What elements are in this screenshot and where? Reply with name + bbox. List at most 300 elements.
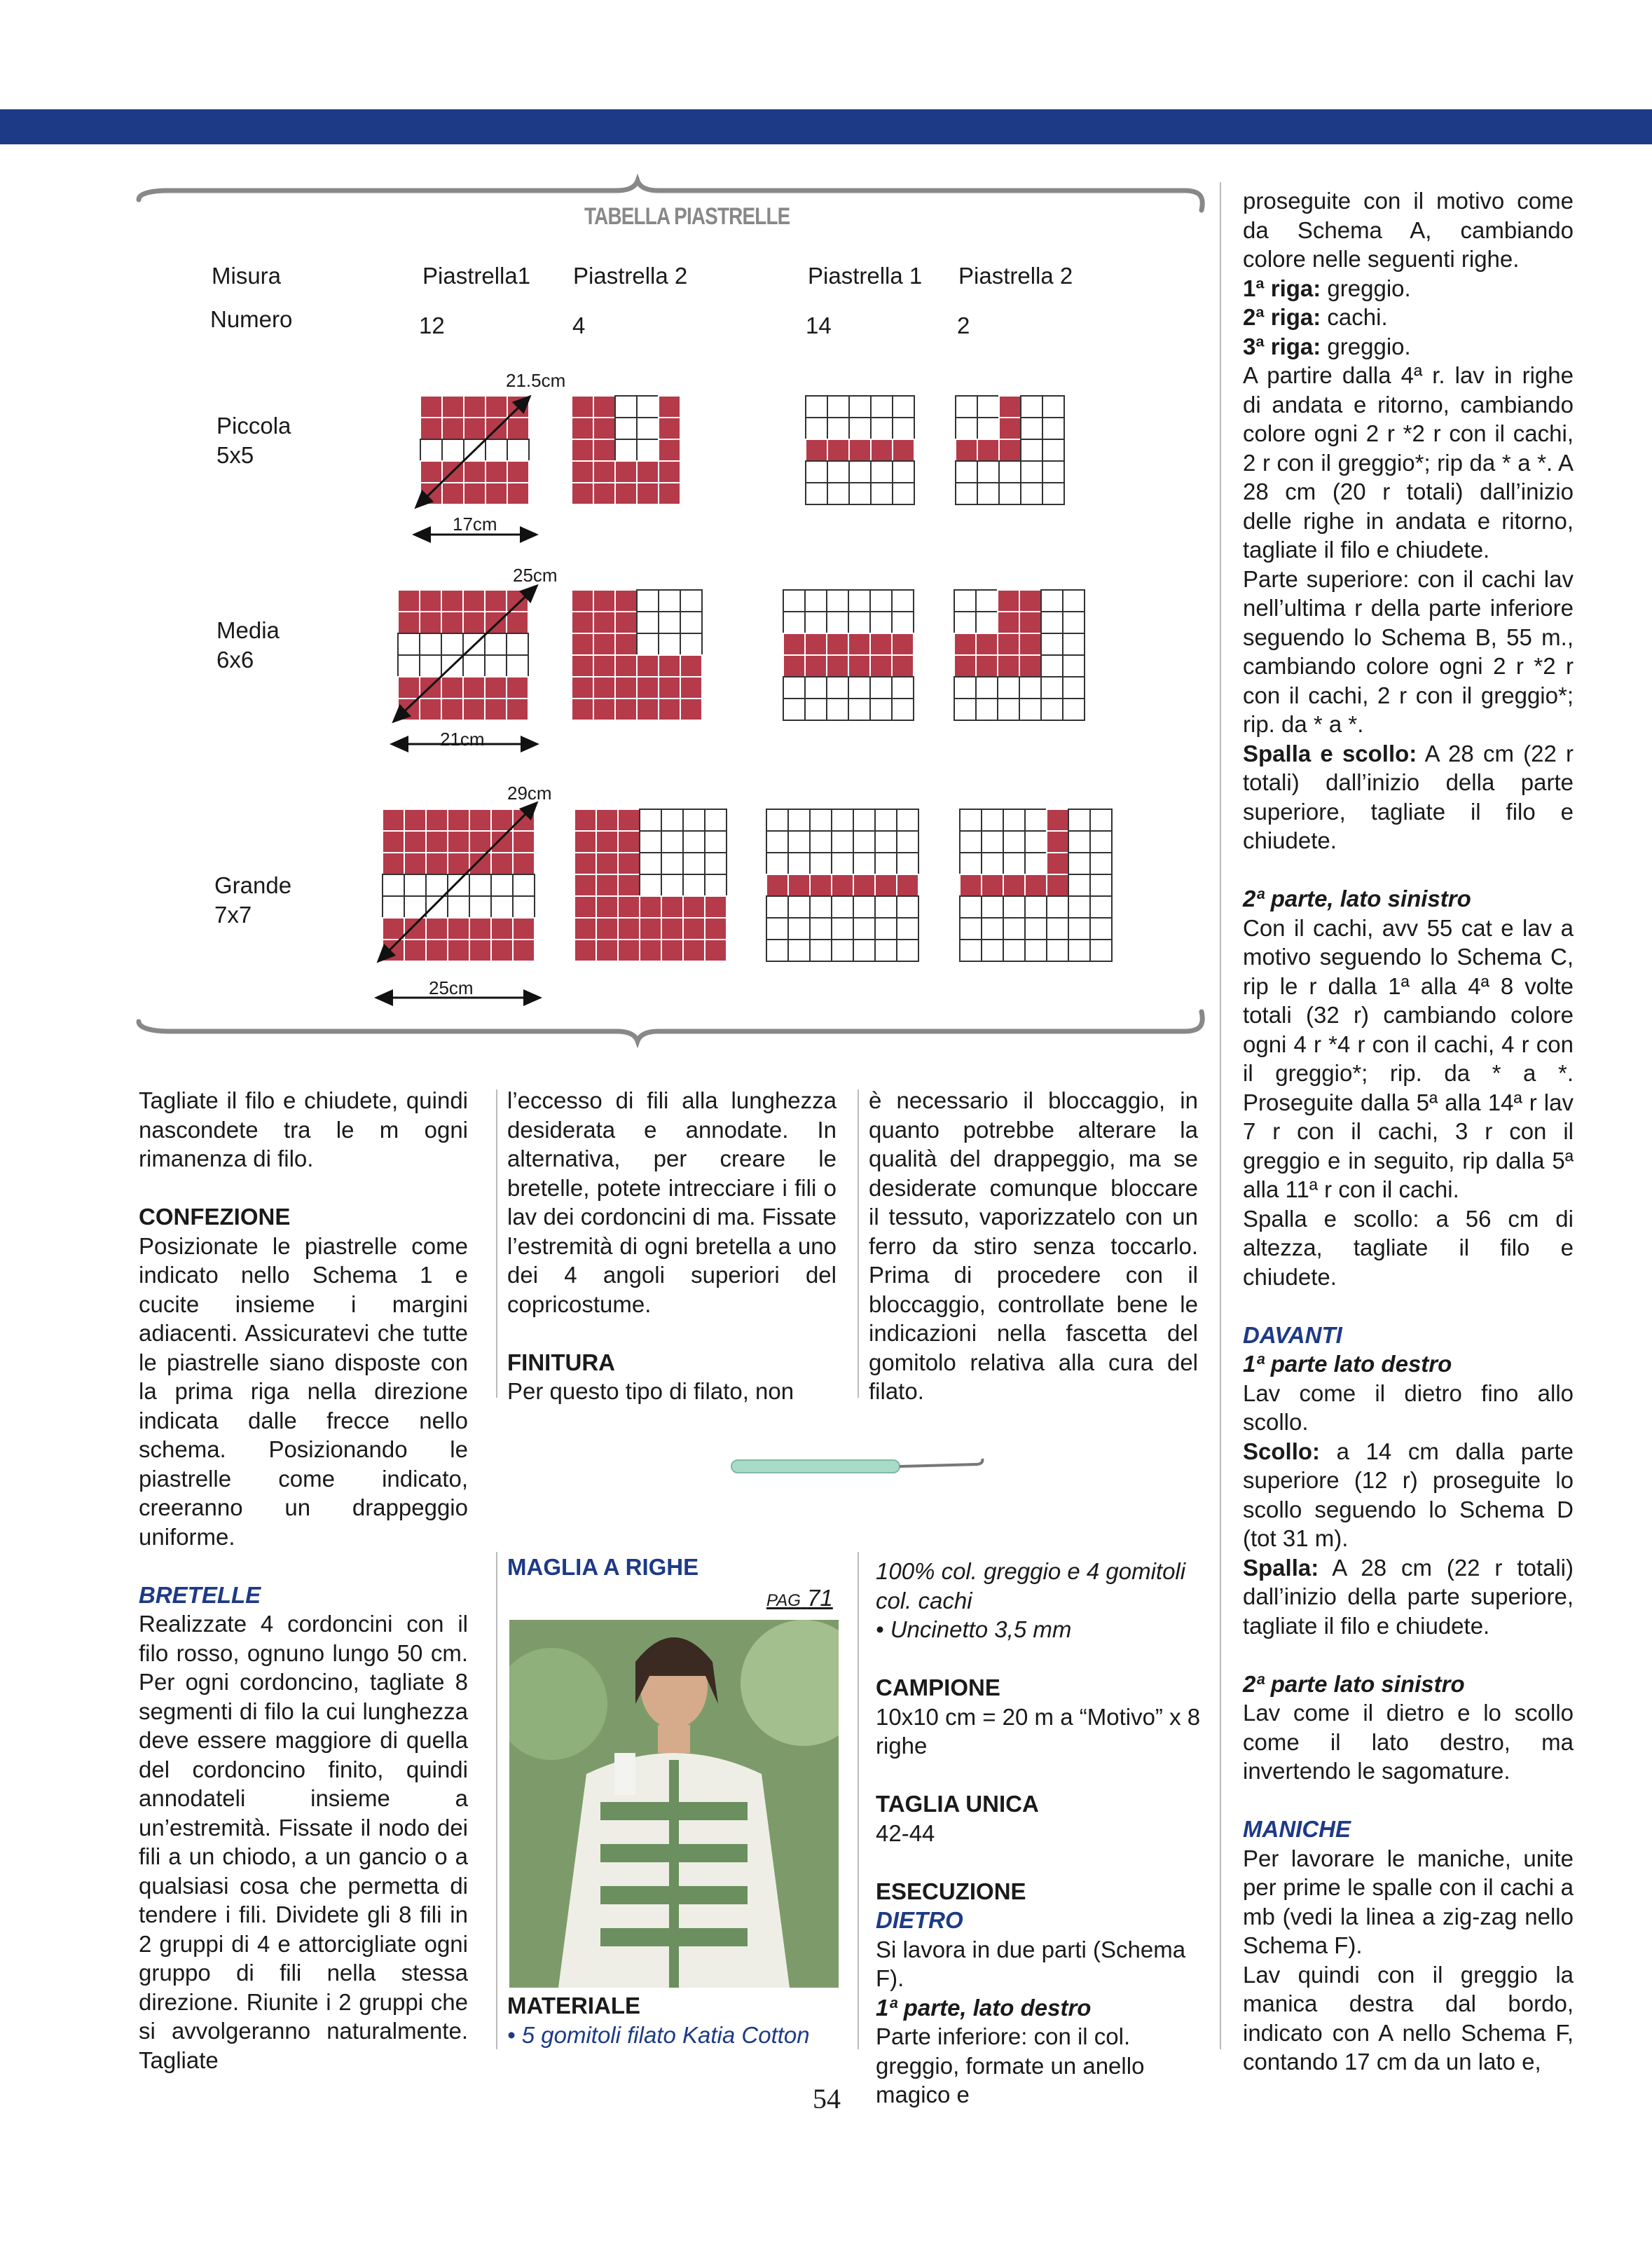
tile-cell	[637, 590, 659, 612]
tile-cell	[448, 940, 469, 961]
tile-cell	[810, 809, 832, 831]
tile-cell	[827, 655, 848, 677]
tile-cell	[849, 439, 871, 461]
tile-cell	[1025, 896, 1047, 918]
tile-cell	[875, 918, 897, 940]
tile-cell	[810, 940, 832, 961]
tile-cell	[788, 896, 810, 918]
tile-cell	[1041, 633, 1063, 655]
tile-cell	[1019, 590, 1041, 612]
tile-cell	[398, 633, 420, 655]
tile-cell	[827, 439, 849, 461]
tile-cell	[827, 699, 848, 720]
tile-cell	[1042, 461, 1064, 483]
tile-cell	[618, 809, 640, 831]
tile-cell	[892, 633, 914, 655]
tile-cell	[463, 699, 485, 720]
tile-cell	[853, 918, 875, 940]
tile-cell	[827, 418, 849, 439]
tile-cell	[448, 874, 469, 896]
tile-cell	[615, 699, 637, 720]
tile-cell	[1021, 396, 1042, 418]
tile-cell	[683, 809, 705, 831]
tile-cell	[680, 699, 702, 720]
tile-cell	[960, 831, 982, 853]
tile-cell	[383, 809, 404, 831]
tile-cell	[827, 612, 848, 633]
tile-cell	[982, 918, 1003, 940]
tile-cell	[659, 655, 680, 677]
tile-cell	[870, 699, 892, 720]
tile-cell	[615, 461, 637, 483]
tile-cell	[659, 461, 680, 483]
row-piccola-size: 5x5	[216, 442, 254, 468]
table-title: TABELLA PIASTRELLE	[584, 203, 790, 230]
tile-cell	[420, 418, 442, 439]
tile-cell	[1025, 853, 1047, 874]
tile-cell	[805, 699, 827, 720]
tile-cell	[464, 418, 486, 439]
heading-maniche: MANICHE	[1243, 1816, 1351, 1842]
tile-cell	[810, 918, 832, 940]
tile-cell	[870, 655, 892, 677]
column-divider-1	[496, 1089, 497, 1398]
tile-cell	[1041, 677, 1063, 699]
tile-cell	[1068, 809, 1090, 831]
tile-cell	[593, 483, 615, 504]
tile-cell	[1063, 633, 1085, 655]
tile-cell	[875, 940, 897, 961]
tile-cell	[827, 677, 848, 699]
text-parte2b: Spalla e scollo: a 56 cm di altezza, tagliate il filo e chiudete.	[1243, 1205, 1574, 1290]
tile-cell	[404, 896, 426, 918]
tile-cell	[1019, 633, 1041, 655]
tile-cell	[507, 461, 529, 483]
text-riga-1: greggio.	[1321, 275, 1411, 301]
tile-cell	[982, 874, 1003, 896]
diag-media: 25cm	[513, 565, 558, 586]
tile-cell	[469, 874, 491, 896]
tile-cell	[1042, 483, 1064, 504]
text-finitura: Per questo tipo di filato, non	[507, 1378, 794, 1404]
header-piastrella1: Piastrella1	[422, 263, 531, 289]
tile-cell	[853, 874, 875, 896]
tile-cell	[615, 590, 637, 612]
page-ref-label: PAG	[766, 1591, 801, 1610]
text-materiale: • 5 gomitoli filato Katia Cotton	[507, 2021, 810, 2048]
tile-cell	[897, 940, 918, 961]
tile-cell	[659, 612, 680, 633]
tile-cell	[442, 439, 464, 461]
tile-cell	[637, 483, 659, 504]
tile-cell	[853, 896, 875, 918]
tile-cell	[680, 655, 702, 677]
tile-cell	[572, 483, 593, 504]
label-riga-2: 2ª riga:	[1243, 304, 1321, 330]
tile-cell	[442, 418, 464, 439]
tile-cell	[596, 918, 618, 940]
column-4	[1243, 186, 1574, 2077]
tile-cell	[848, 677, 870, 699]
heading-campione: CAMPIONE	[876, 1674, 1000, 1700]
tile-cell	[420, 699, 441, 720]
tile-cell	[513, 940, 535, 961]
tile-cell	[572, 655, 593, 677]
tile-cell	[469, 940, 491, 961]
tile-cell	[420, 396, 442, 418]
heading-dietro: DIETRO	[876, 1907, 963, 1933]
tile-cell	[659, 418, 680, 439]
tile-cell	[485, 590, 507, 612]
tile-cell	[1090, 874, 1112, 896]
tile-cell	[593, 439, 615, 461]
tile-cell	[705, 809, 727, 831]
tile-cell	[426, 853, 448, 874]
tile-cell	[766, 918, 788, 940]
tile-grande-1	[383, 809, 535, 961]
tile-cell	[615, 655, 637, 677]
tile-cell	[618, 918, 640, 940]
tile-cell	[426, 874, 448, 896]
tile-cell	[398, 699, 420, 720]
tile-cell	[404, 918, 426, 940]
tile-cell	[574, 853, 596, 874]
tile-cell	[513, 809, 535, 831]
tile-cell	[892, 612, 914, 633]
tile-cell	[507, 483, 529, 504]
tile-cell	[683, 853, 705, 874]
tile-cell	[827, 461, 849, 483]
tile-cell	[683, 896, 705, 918]
tile-cell	[810, 896, 832, 918]
tile-cell	[464, 461, 486, 483]
tile-cell	[637, 633, 659, 655]
tile-cell	[463, 655, 485, 677]
tile-cell	[954, 699, 976, 720]
tile-cell	[875, 874, 897, 896]
tile-cell	[618, 874, 640, 896]
tile-media-3	[783, 590, 914, 720]
text-maniche: Per lavorare le maniche, unite per prime le spalle con il cachi a mb (vedi la linea a zig-zag nello Schema F).	[1243, 1845, 1574, 1958]
tile-cell	[849, 461, 871, 483]
tile-cell	[976, 633, 998, 655]
heading-confezione: CONFEZIONE	[139, 1204, 291, 1230]
tile-cell	[848, 655, 870, 677]
tile-cell	[513, 853, 535, 874]
tile-cell	[441, 633, 463, 655]
text-parte1: Parte inferiore: con il col. greggio, formate un anello magico e	[876, 2023, 1145, 2107]
tile-cell	[659, 590, 680, 612]
tile-cell	[1041, 612, 1063, 633]
tile-cell	[998, 677, 1019, 699]
tile-cell	[827, 483, 849, 504]
tile-cell	[999, 418, 1021, 439]
tile-media-2	[572, 590, 702, 720]
text-campione: 10x10 cm = 20 m a “Motivo” x 8 righe	[876, 1703, 1201, 1759]
tile-cell	[615, 418, 637, 439]
tile-cell	[404, 940, 426, 961]
tile-cell	[383, 940, 404, 961]
tile-cell	[659, 483, 680, 504]
tile-cell	[513, 918, 535, 940]
tile-cell	[593, 655, 615, 677]
number-2: 4	[572, 312, 586, 338]
tile-cell	[705, 918, 727, 940]
tile-cell	[618, 831, 640, 853]
tile-cell	[982, 896, 1003, 918]
tile-cell	[853, 853, 875, 874]
tile-cell	[448, 831, 469, 853]
tile-cell	[383, 918, 404, 940]
tile-cell	[998, 612, 1019, 633]
tile-cell	[982, 831, 1003, 853]
tile-cell	[1090, 809, 1112, 831]
tile-cell	[507, 633, 528, 655]
tile-cell	[593, 612, 615, 633]
tile-cell	[827, 633, 848, 655]
tile-cell	[441, 677, 463, 699]
tile-cell	[849, 418, 871, 439]
tile-cell	[1047, 809, 1068, 831]
tile-cell	[463, 590, 485, 612]
tile-cell	[513, 831, 535, 853]
text-dietro: Si lavora in due parti (Schema F).	[876, 1936, 1186, 1991]
tile-cell	[788, 853, 810, 874]
tile-cell	[491, 918, 513, 940]
column-divider-1b	[496, 1552, 497, 2049]
tile-cell	[893, 461, 914, 483]
diag-piccola: 21.5cm	[506, 370, 566, 391]
tile-cell	[615, 439, 637, 461]
tile-cell	[956, 439, 977, 461]
tile-cell	[1047, 940, 1068, 961]
tile-cell	[615, 483, 637, 504]
tile-cell	[1019, 655, 1041, 677]
tile-cell	[448, 918, 469, 940]
tile-cell	[469, 853, 491, 874]
tile-cell	[832, 940, 853, 961]
tile-cell	[404, 853, 426, 874]
tile-cell	[572, 590, 593, 612]
label-riga-3: 3ª riga:	[1243, 333, 1321, 359]
tile-cell	[783, 699, 805, 720]
tile-cell	[827, 396, 849, 418]
tile-cell	[892, 655, 914, 677]
tile-cell	[1019, 612, 1041, 633]
tile-cell	[1042, 439, 1064, 461]
header-misura: Misura	[212, 263, 282, 289]
text-uncinetto: • Uncinetto 3,5 mm	[876, 1616, 1072, 1642]
tile-cell	[593, 699, 615, 720]
tile-cell	[783, 633, 805, 655]
tile-cell	[870, 590, 892, 612]
tile-cell	[705, 896, 727, 918]
tile-cell	[1019, 677, 1041, 699]
tile-cell	[788, 918, 810, 940]
tile-cell	[637, 439, 659, 461]
label-scollo: Scollo:	[1243, 1438, 1321, 1464]
number-4: 2	[957, 312, 970, 338]
tile-cell	[683, 831, 705, 853]
tile-cell	[1090, 896, 1112, 918]
tile-cell	[976, 612, 998, 633]
tile-cell	[976, 590, 998, 612]
model-photo	[509, 1620, 839, 1988]
heading-taglia: TAGLIA UNICA	[876, 1791, 1039, 1817]
tile-cell	[871, 439, 893, 461]
column-3b	[876, 1557, 1205, 2110]
tile-cell	[1025, 831, 1047, 853]
tile-cell	[806, 461, 827, 483]
tile-cell	[637, 396, 659, 418]
tile-cell	[640, 940, 661, 961]
column-1	[139, 1086, 468, 2075]
heading-finitura: FINITURA	[507, 1349, 615, 1375]
tile-cell	[806, 418, 827, 439]
tile-cell	[596, 940, 618, 961]
tile-cell	[507, 439, 529, 461]
tile-cell	[398, 612, 420, 633]
tile-cell	[1003, 809, 1025, 831]
tile-cell	[486, 439, 507, 461]
text-spalla-scollo: A 28 cm (22 r totali) dall’inizio della parte superiore, tagliate il filo e chiudete.	[1243, 740, 1574, 853]
tile-cell	[976, 655, 998, 677]
tile-cell	[1068, 831, 1090, 853]
diag-grande: 29cm	[507, 783, 552, 804]
label-riga-1: 1ª riga:	[1243, 275, 1321, 301]
tile-cell	[420, 655, 441, 677]
tile-cell	[832, 896, 853, 918]
tile-cell	[875, 831, 897, 853]
tile-cell	[659, 396, 680, 418]
tile-cell	[618, 896, 640, 918]
tile-cell	[982, 809, 1003, 831]
tile-cell	[448, 809, 469, 831]
tile-cell	[420, 612, 441, 633]
tile-cell	[1041, 699, 1063, 720]
text-spalla: A 28 cm (22 r totali) dall’inizio della parte superiore, tagliate il filo e chiudete.	[1243, 1554, 1574, 1639]
tile-cell	[1063, 699, 1085, 720]
tile-cell	[960, 940, 982, 961]
tile-cell	[960, 809, 982, 831]
tile-cell	[705, 874, 727, 896]
tile-cell	[574, 918, 596, 940]
text-taglia: 42-44	[876, 1820, 935, 1846]
tile-cell	[705, 853, 727, 874]
tile-cell	[637, 461, 659, 483]
tile-cell	[766, 940, 788, 961]
tile-cell	[661, 853, 683, 874]
tile-cell	[848, 633, 870, 655]
tile-cell	[420, 633, 441, 655]
tile-cell	[1063, 655, 1085, 677]
tile-cell	[1063, 612, 1085, 633]
tile-cell	[593, 396, 615, 418]
tile-cell	[1068, 853, 1090, 874]
heading-materiale: MATERIALE	[507, 1993, 641, 2019]
tile-cell	[574, 809, 596, 831]
tile-cell	[998, 699, 1019, 720]
tile-cell	[999, 396, 1021, 418]
tile-cell	[680, 677, 702, 699]
tile-cell	[593, 633, 615, 655]
tile-cell	[441, 612, 463, 633]
tile-cell	[507, 418, 529, 439]
tile-cell	[404, 809, 426, 831]
tile-cell	[810, 874, 832, 896]
text-materiale-cont: 100% col. greggio e 4 gomitoli col. cachi	[876, 1558, 1186, 1614]
tile-cell	[1003, 896, 1025, 918]
tile-cell	[507, 677, 528, 699]
tile-cell	[976, 677, 998, 699]
tile-cell	[977, 396, 999, 418]
page-ref-number: 71	[807, 1585, 833, 1611]
tile-media-4	[954, 590, 1085, 720]
tile-cell	[977, 418, 999, 439]
tile-cell	[640, 853, 661, 874]
tile-cell	[956, 461, 977, 483]
tile-cell	[383, 896, 404, 918]
tile-cell	[398, 655, 420, 677]
column-3	[869, 1086, 1198, 1406]
tile-cell	[783, 612, 805, 633]
tile-cell	[398, 677, 420, 699]
tile-cell	[892, 590, 914, 612]
tile-grande-3	[766, 809, 918, 961]
tile-cell	[1042, 418, 1064, 439]
tile-cell	[956, 396, 977, 418]
text-riga-3: greggio.	[1321, 333, 1411, 359]
tile-cell	[426, 831, 448, 853]
tile-cell	[788, 874, 810, 896]
tile-cell	[680, 633, 702, 655]
tile-cell	[893, 396, 914, 418]
tile-cell	[1025, 918, 1047, 940]
tile-cell	[875, 896, 897, 918]
tile-cell	[640, 918, 661, 940]
tile-cell	[871, 483, 893, 504]
tile-cell	[463, 612, 485, 633]
tile-cell	[805, 677, 827, 699]
tile-cell	[574, 896, 596, 918]
crochet-hook-image	[726, 1449, 992, 1484]
tile-cell	[596, 874, 618, 896]
tile-cell	[448, 853, 469, 874]
tile-cell	[442, 483, 464, 504]
column-2	[507, 1086, 837, 1406]
tile-cell	[442, 396, 464, 418]
tile-cell	[637, 612, 659, 633]
tile-cell	[783, 590, 805, 612]
page-ref[interactable]	[766, 1585, 833, 1611]
tile-cell	[383, 831, 404, 853]
tile-cell	[640, 809, 661, 831]
heading-davanti-parte2: 2ª parte lato sinistro	[1243, 1670, 1465, 1697]
text-bretelle-cont: l’eccesso di fili alla lunghezza desiderata e annodate. In alternativa, per creare le bretelle, potete intrecciare i fili o lav dei cordoncini di ma. Fissate l’estremità di ogni bretella a uno dei 4 angoli superiori del copricostume.	[507, 1087, 837, 1317]
tile-cell	[827, 590, 848, 612]
tile-cell	[1025, 940, 1047, 961]
tile-cell	[1068, 918, 1090, 940]
tile-cell	[1042, 396, 1064, 418]
tile-cell	[849, 483, 871, 504]
tile-cell	[766, 896, 788, 918]
tile-cell	[572, 461, 593, 483]
tile-grande-2	[574, 809, 727, 961]
heading-davanti: DAVANTI	[1243, 1321, 1342, 1348]
text-col4-p2: A partire dalla 4ª r. lav in righe di andata e ritorno, cambiando colore ogni 2 r *2 r con il cachi, 2 r con il greggio*; rip da * a *. A 28 cm (20 r totali) dall’inizio delle righe in andata e ritorno, tagliate il filo e chiudete.	[1243, 362, 1574, 563]
tile-cell	[1068, 896, 1090, 918]
tile-cell	[464, 396, 486, 418]
